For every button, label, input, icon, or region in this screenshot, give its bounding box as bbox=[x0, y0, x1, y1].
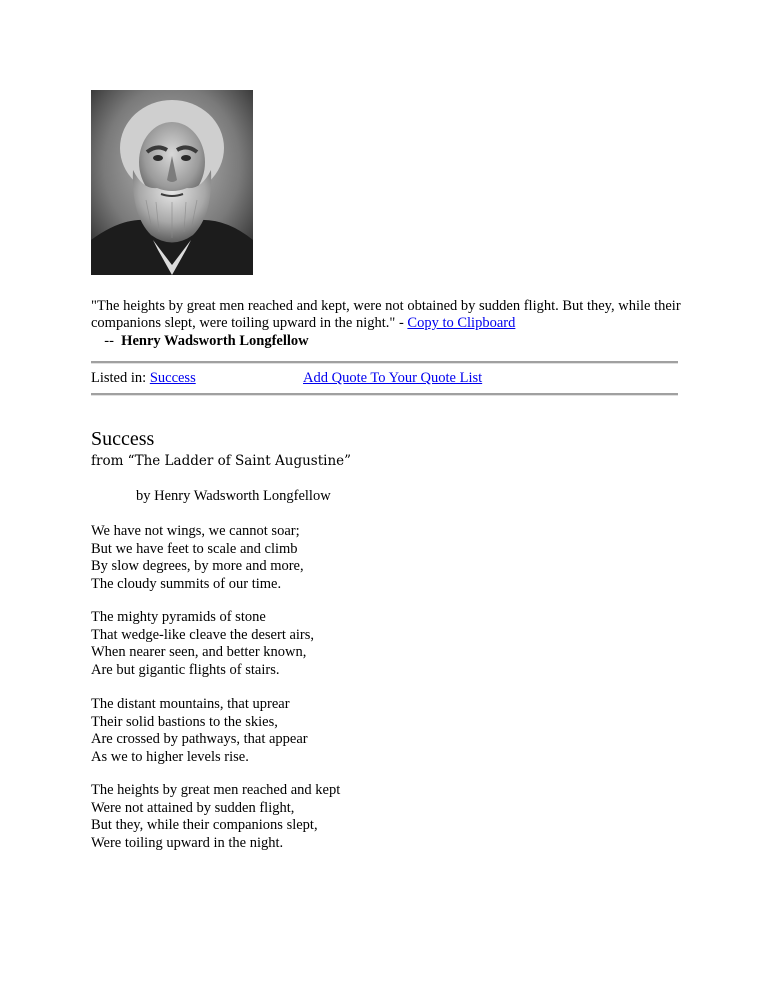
poem-line: But they, while their companions slept, bbox=[91, 817, 318, 833]
poem-line: The distant mountains, that uprear bbox=[91, 696, 290, 712]
poem-stanza-1 bbox=[91, 523, 304, 593]
poem-subtitle: from “The Ladder of Saint Augustine” bbox=[91, 453, 352, 469]
quote-attribution bbox=[97, 333, 309, 350]
poem-line: But we have feet to scale and climb bbox=[91, 540, 298, 557]
author-portrait bbox=[91, 90, 253, 275]
add-quote-link[interactable]: Add Quote To Your Quote List bbox=[303, 370, 483, 386]
category-success-link[interactable]: Success bbox=[149, 370, 196, 386]
poem-line: Are but gigantic flights of stairs. bbox=[91, 661, 280, 678]
poem-line: The mighty pyramids of stone bbox=[91, 609, 266, 625]
poem-byline: by Henry Wadsworth Longfellow bbox=[136, 488, 331, 504]
listed-in-label: Listed in: bbox=[91, 370, 150, 386]
poem-line: Are crossed by pathways, that appear bbox=[91, 731, 308, 747]
divider-bottom bbox=[91, 393, 678, 396]
poem-line: Were not attained by sudden flight, bbox=[91, 799, 295, 816]
poem-line: The cloudy summits of our time. bbox=[91, 575, 282, 592]
copy-to-clipboard-link[interactable]: Copy to Clipboard bbox=[407, 315, 516, 331]
quote-body: "The heights by great men reached and kept, were not obtained by sudden flight. But they, while their companions slept, were toiling upward in the night." - bbox=[91, 298, 681, 331]
add-quote-container bbox=[303, 370, 482, 387]
poem-line: That wedge-like cleave the desert airs, bbox=[91, 626, 315, 643]
poem-line: Were toiling upward in the night. bbox=[91, 834, 284, 851]
poem-line: When nearer seen, and better known, bbox=[91, 644, 307, 660]
poem-line: We have not wings, we cannot soar; bbox=[91, 523, 300, 539]
listed-in bbox=[91, 370, 196, 387]
poem-stanza-3 bbox=[91, 696, 308, 766]
poem-stanza-2 bbox=[91, 609, 314, 679]
poem-line: By slow degrees, by more and more, bbox=[91, 558, 304, 574]
quote-author: Henry Wadsworth Longfellow bbox=[121, 333, 309, 349]
poem-line: The heights by great men reached and kept bbox=[91, 782, 341, 798]
portrait-image bbox=[91, 90, 253, 275]
poem-line: As we to higher levels rise. bbox=[91, 748, 249, 765]
poem-line: Their solid bastions to the skies, bbox=[91, 713, 278, 730]
quote-text bbox=[91, 298, 691, 332]
poem-stanza-4 bbox=[91, 782, 340, 852]
attribution-dash: -- bbox=[97, 333, 122, 349]
divider-top bbox=[91, 361, 678, 364]
poem-title: Success bbox=[91, 428, 155, 450]
